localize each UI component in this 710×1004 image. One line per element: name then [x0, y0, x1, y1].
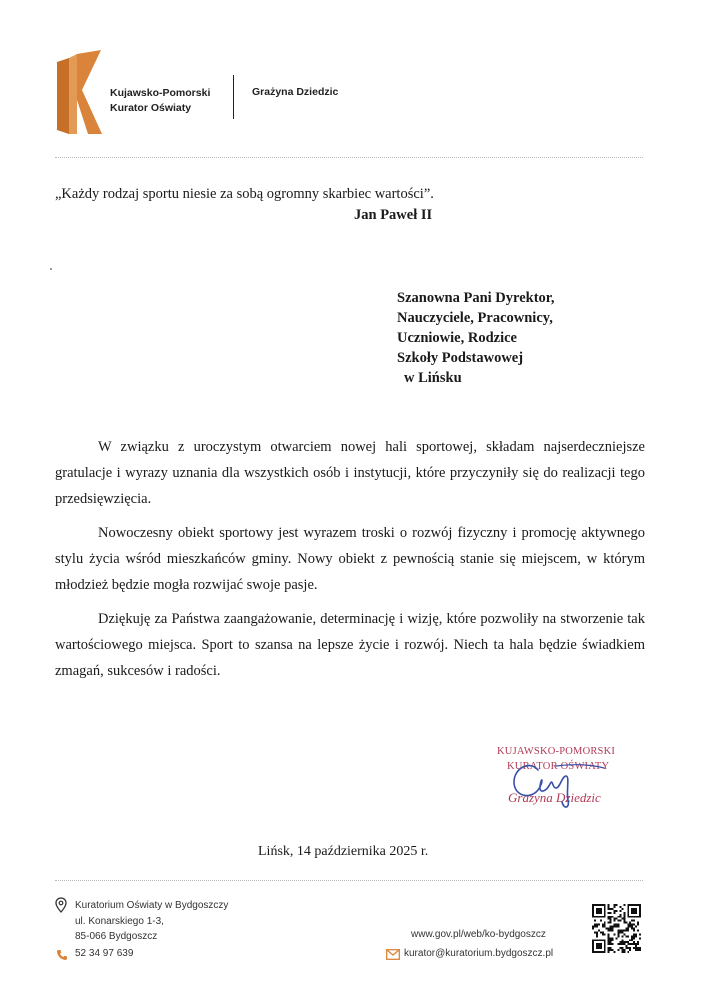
- letter-body: [55, 434, 645, 692]
- stamp-name: Grażyna Dziedzic: [508, 790, 601, 805]
- footer-phone: 52 34 97 639: [75, 948, 134, 959]
- quote-text: „Każdy rodzaj sportu niesie za sobą ogromny skarbiec wartości”.: [55, 186, 434, 202]
- body-paragraph: Nowoczesny obiekt sportowy jest wyrazem troski o rozwój fizyczny i promocję aktywnego stylu życia wśród mieszkańców gminy. Nowy obiekt z pewnością stanie się miejscem, w którym młodzież będzie mogła rozwijać swoje pasje.: [55, 525, 645, 593]
- footer-address-line: 85-066 Bydgoszcz: [75, 931, 158, 942]
- logo-line-2: Kurator Oświaty: [110, 102, 192, 114]
- envelope-icon: [386, 947, 400, 958]
- addressee-line: w Lińsku: [404, 370, 462, 386]
- phone-icon: [56, 948, 68, 960]
- header-rule: [55, 157, 643, 158]
- scan-speck: [50, 268, 52, 270]
- body-paragraph: Dziękuję za Państwa zaangażowanie, determinację i wizję, które pozwoliły na stworzenie tak wartościowego miejsca. Sport to szansa na lepsze życie i rozwój. Niech ta hala będzie świadkiem zmagań, sukcesów i radości.: [55, 611, 645, 679]
- footer-website[interactable]: www.gov.pl/web/ko-bydgoszcz: [411, 929, 546, 940]
- qr-code[interactable]: [592, 904, 641, 953]
- footer-address-line: Kuratorium Oświaty w Bydgoszczy: [75, 900, 229, 911]
- logo-wordmark: [110, 86, 210, 116]
- quote-author: Jan Paweł II: [354, 207, 433, 223]
- footer-rule: [55, 880, 643, 881]
- addressee-line: Szkoły Podstawowej: [397, 350, 524, 366]
- footer-address-line: ul. Konarskiego 1-3,: [75, 915, 164, 927]
- official-stamp: [480, 740, 630, 820]
- addressee-line: Szanowna Pani Dyrektor,: [397, 290, 555, 306]
- header-divider: [233, 75, 234, 119]
- logo-line-1: Kujawsko-Pomorski: [110, 87, 211, 99]
- stamp-line-1: KUJAWSKO-POMORSKI: [497, 746, 616, 757]
- stamp-line-2: KURATOR OŚWIATY: [507, 761, 610, 772]
- footer-address: [75, 898, 228, 945]
- body-paragraph: W związku z uroczystym otwarciem nowej hali sportowej, składam najserdeczniejsze gratulacje i wyrazy uznania dla wszystkich osób i instytucji, które przyczyniły się do realizacji tego przedsięwzięcia.: [55, 439, 645, 507]
- handwritten-signature: [500, 742, 610, 812]
- place-date: Lińsk, 14 października 2025 r.: [258, 844, 429, 859]
- curator-name: Grażyna Dziedzic: [252, 86, 339, 98]
- addressee-block: [397, 288, 555, 388]
- addressee-line: Nauczyciele, Pracownicy,: [397, 310, 553, 326]
- addressee-line: Uczniowie, Rodzice: [397, 330, 517, 346]
- kuratorium-logo: [55, 48, 103, 136]
- map-pin-icon: [55, 897, 67, 913]
- footer-email[interactable]: kurator@kuratorium.bydgoszcz.pl: [404, 948, 554, 959]
